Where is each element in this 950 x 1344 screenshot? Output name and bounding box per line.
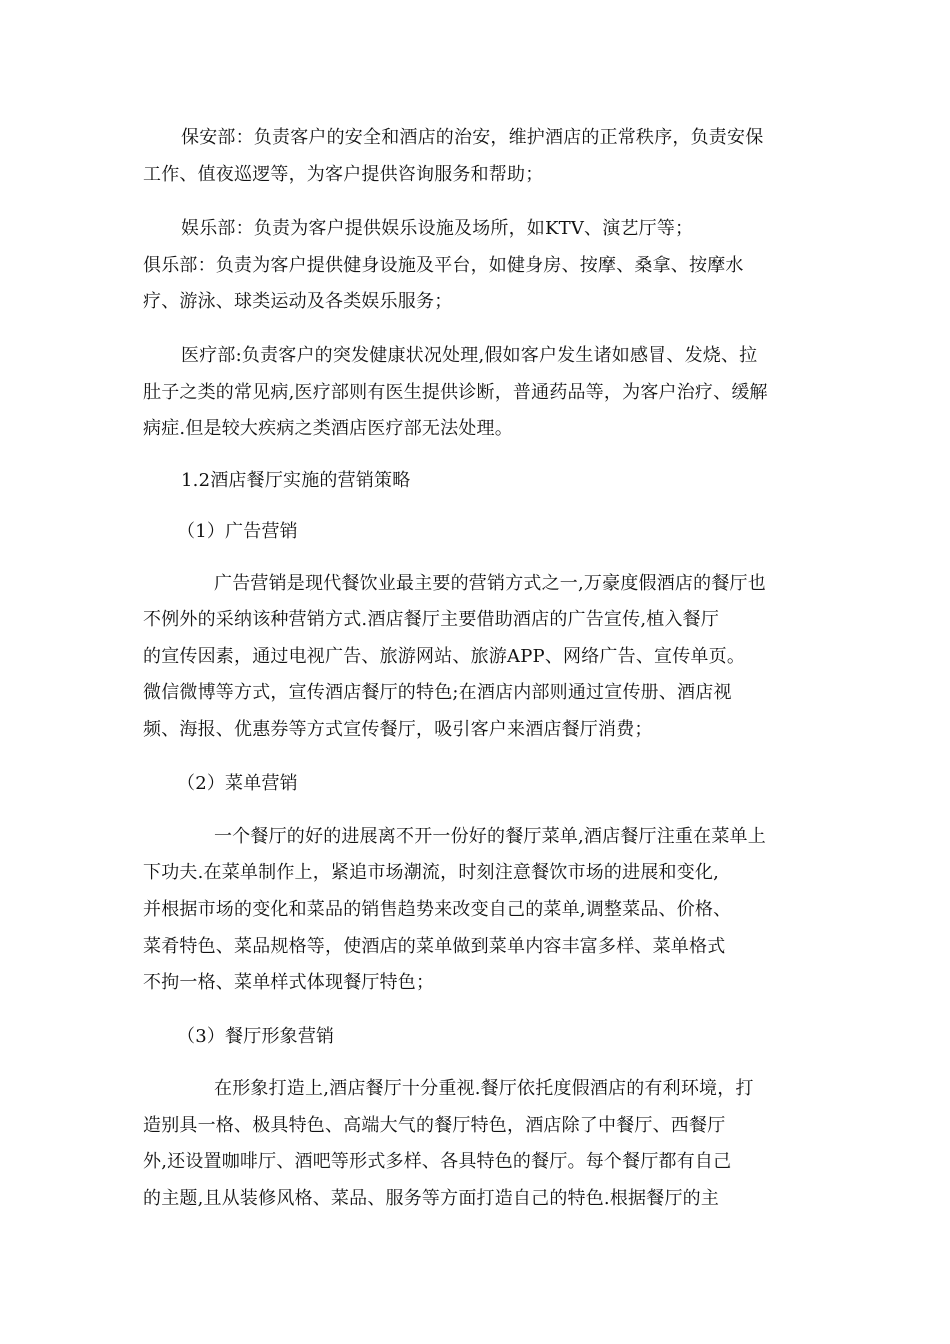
text-line: 下功夫.在菜单制作上，紧追市场潮流，时刻注意餐饮市场的进展和变化, — [143, 862, 720, 883]
heading-text: （3）餐厅形象营销 — [177, 1026, 335, 1047]
text-line: 俱乐部：负责为客户提供健身设施及平台，如健身房、按摩、桑拿、按摩水 — [143, 255, 744, 276]
heading-text: （1）广告营销 — [177, 521, 298, 542]
text-line: 微信微博等方式，宣传酒店餐厅的特色;在酒店内部则通过宣传册、酒店视 — [143, 682, 732, 703]
text-line: 肚子之类的常见病,医疗部则有医生提供诊断，普通药品等，为客户治疗、缓解 — [143, 382, 768, 403]
text-line: 外,还设置咖啡厅、酒吧等形式多样、各具特色的餐厅。每个餐厅都有自己 — [143, 1151, 732, 1172]
heading-text: 1.2酒店餐厅实施的营销策略 — [181, 470, 411, 491]
text-line: 一个餐厅的好的进展离不开一份好的餐厅菜单,酒店餐厅注重在菜单上 — [214, 826, 766, 847]
text-line: 不例外的采纳该种营销方式.酒店餐厅主要借助酒店的广告宣传,植入餐厅 — [143, 609, 720, 630]
text-line: 菜肴特色、菜品规格等，使酒店的菜单做到菜单内容丰富多样、菜单格式 — [143, 936, 726, 957]
text-line: 保安部：负责客户的安全和酒店的治安，维护酒店的正常秩序，负责安保 — [181, 127, 764, 148]
text-line: 频、海报、优惠券等方式宣传餐厅，吸引客户来酒店餐厅消费； — [143, 719, 653, 740]
text-line: 广告营销是现代餐饮业最主要的营销方式之一,万豪度假酒店的餐厅也 — [214, 573, 766, 594]
text-line: 疗、游泳、球类运动及各类娱乐服务； — [143, 291, 453, 312]
text-line: 工作、值夜巡逻等，为客户提供咨询服务和帮助； — [143, 164, 544, 185]
text-line: 的主题,且从装修风格、菜品、服务等方面打造自己的特色.根据餐厅的主 — [143, 1188, 720, 1209]
text-line: 娱乐部：负责为客户提供娱乐设施及场所，如KTV、演艺厅等； — [181, 218, 694, 239]
text-line: 病症.但是较大疾病之类酒店医疗部无法处理。 — [143, 418, 513, 439]
text-line: 在形象打造上,酒店餐厅十分重视.餐厅依托度假酒店的有利环境，打 — [214, 1078, 754, 1099]
text-line: 并根据市场的变化和菜品的销售趋势来改变自己的菜单,调整菜品、价格、 — [143, 899, 732, 920]
heading-text: （2）菜单营销 — [177, 773, 298, 794]
text-line: 不拘一格、菜单样式体现餐厅特色； — [143, 972, 435, 993]
text-line: 医疗部:负责客户的突发健康状况处理,假如客户发生诸如感冒、发烧、拉 — [181, 345, 758, 366]
text-line: 造别具一格、极具特色、高端大气的餐厅特色，酒店除了中餐厅、西餐厅 — [143, 1115, 726, 1136]
text-line: 的宣传因素，通过电视广告、旅游网站、旅游APP、网络广告、宣传单页。 — [143, 646, 746, 667]
